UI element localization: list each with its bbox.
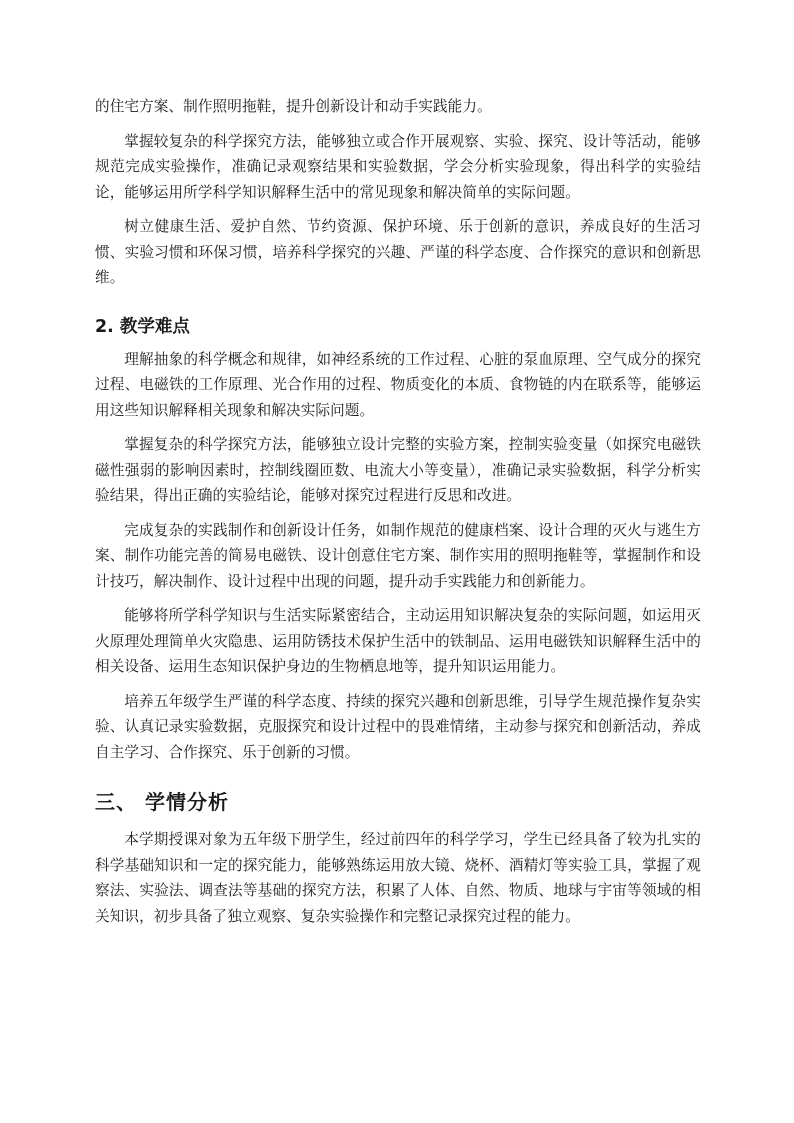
paragraph: 的住宅方案、制作照明拖鞋，提升创新设计和动手实践能力。 (95, 98, 492, 115)
paragraph: 理解抽象的科学概念和规律，如神经系统的工作过程、心脏的泵血原理、空气成分的探究过程、电磁铁的工作原理、光合作用的过程、物质变化的本质、食物链的内在联系等，能够运用这些知识解释相关现象和解决实际问题。 (95, 350, 701, 419)
paragraph: 能够将所学科学知识与生活实际紧密结合，主动运用知识解决复杂的实际问题，如运用灭火原理处理简单火灾隐患、运用防锈技术保护生活中的铁制品、运用电磁铁知识解释生活中的相关设备、运用生态知识保护身边的生物栖息地等，提升知识运用能力。 (95, 607, 701, 675)
section-heading: 三、 学情分析 (95, 790, 229, 814)
paragraph: 树立健康生活、爱护自然、节约资源、保护环境、乐于创新的意识，养成良好的生活习惯、实验习惯和环保习惯，培养科学探究的兴趣、严谨的科学态度、合作探究的意识和创新思维。 (95, 218, 701, 286)
subsection-heading: 2. 教学难点 (95, 316, 190, 337)
paragraph: 培养五年级学生严谨的科学态度、持续的探究兴趣和创新思维，引导学生规范操作复杂实验、认真记录实验数据，克服探究和设计过程中的畏难情绪，主动参与探究和创新活动，养成自主学习、合作探究、乐于创新的习惯。 (95, 692, 701, 761)
paragraph: 本学期授课对象为五年级下册学生，经过前四年的科学学习，学生已经具备了较为扎实的科学基础知识和一定的探究能力，能够熟练运用放大镜、烧杯、酒精灯等实验工具，掌握了观察法、实验法、调查法等基础的探究方法，积累了人体、自然、物质、地球与宇宙等领域的相关知识，初步具备了独立观察、复杂实验操作和完整记录探究过程的能力。 (95, 831, 701, 925)
paragraph: 掌握较复杂的科学探究方法，能够独立或合作开展观察、实验、探究、设计等活动，能够规范完成实验操作，准确记录观察结果和实验数据，学会分析实验现象，得出科学的实验结论，能够运用所学科学知识解释生活中的常见现象和解决简单的实际问题。 (95, 132, 701, 201)
paragraph: 完成复杂的实践制作和创新设计任务，如制作规范的健康档案、设计合理的灭火与逃生方案、制作功能完善的简易电磁铁、设计创意住宅方案、制作实用的照明拖鞋等，掌握制作和设计技巧，解决制作、设计过程中出现的问题，提升动手实践能力和创新能力。 (95, 521, 701, 590)
document-body (95, 94, 701, 929)
paragraph: 掌握复杂的科学探究方法，能够独立设计完整的实验方案，控制实验变量（如探究电磁铁磁性强弱的影响因素时，控制线圈匝数、电流大小等变量），准确记录实验数据，科学分析实验结果，得出正确的实验结论，能够对探究过程进行反思和改进。 (95, 436, 701, 504)
